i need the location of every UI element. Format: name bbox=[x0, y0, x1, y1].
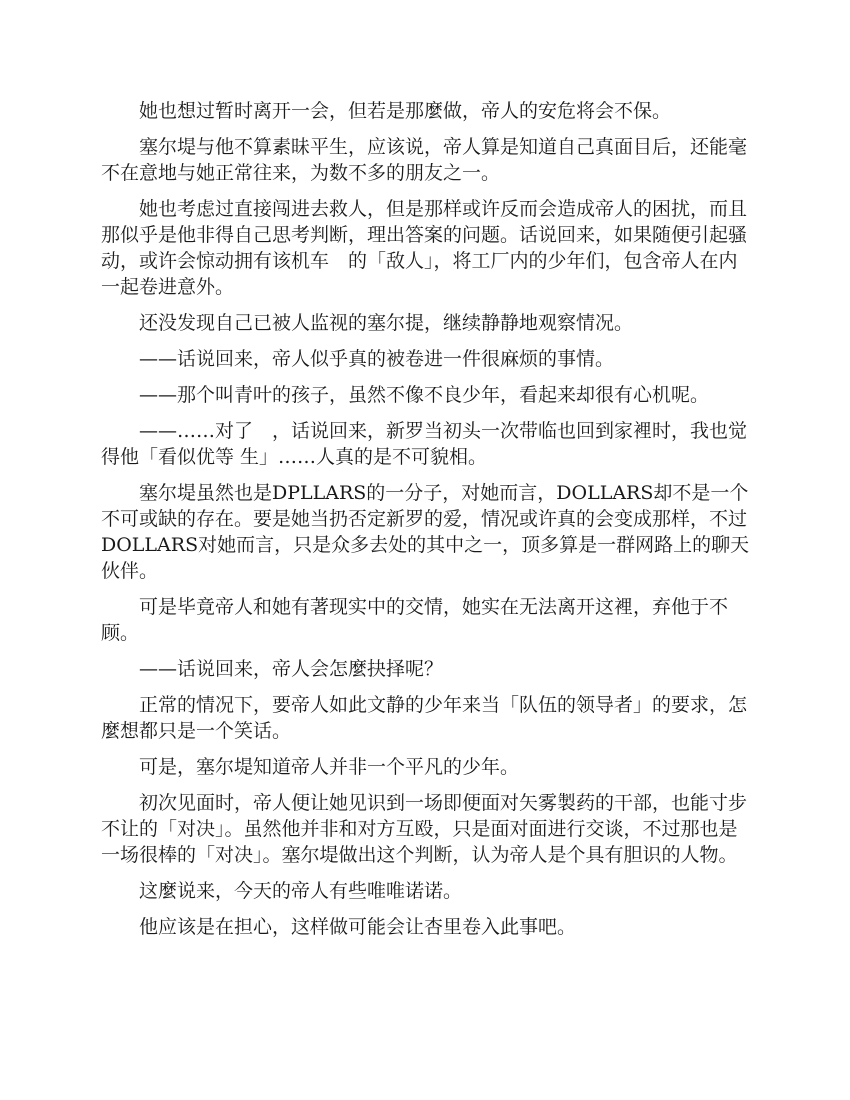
document-body bbox=[101, 98, 753, 950]
paragraph: 她也考虑过直接闯进去救人，但是那样或许反而会造成帝人的困扰，而且那似乎是他非得自己思考判断，理出答案的问题。话说回来，如果随便引起骚动，或许会惊动拥有该机车 的「敌人」，将工厂内的少年们，包含帝人在内一起卷进意外。 bbox=[101, 198, 748, 298]
paragraph: 她也想过暂时离开一会，但若是那麼做，帝人的安危将会不保。 bbox=[139, 100, 672, 122]
paragraph: ——话说回来，帝人似乎真的被卷进一件很麻烦的事情。 bbox=[139, 348, 615, 370]
paragraph: 可是，塞尔堤知道帝人并非一个平凡的少年。 bbox=[139, 756, 520, 778]
paragraph: 塞尔堤虽然也是DPLLARS的一分子，对她而言，DOLLARS却不是一个不可或缺的存在。要是她当扔否定新罗的爱，情况或许真的会变成那样，不过DOLLARS对她而言，只是众多去处的其中之一，顶多算是一群网路上的聊天伙伴。 bbox=[101, 482, 750, 582]
paragraph: ——话说回来，帝人会怎麼抉择呢？ bbox=[139, 658, 444, 680]
paragraph: 还没发现自己已被人监视的塞尔提，继续静静地观察情况。 bbox=[139, 312, 634, 334]
paragraph: 初次见面时，帝人便让她见识到一场即便面对矢雾製药的干部，也能寸步不让的「对决」。虽然他并非和对方互殴，只是面对面进行交谈，不过那也是一场很棒的「对决」。塞尔堤做出这个判断，认为帝人是个具有胆识的人物。 bbox=[101, 792, 748, 866]
paragraph: ——……对了 ，话说回来，新罗当初头一次带临也回到家裡时，我也觉得他「看似优等 生」……人真的是不可貌相。 bbox=[101, 420, 748, 468]
paragraph: 正常的情况下，要帝人如此文静的少年来当「队伍的领导者」的要求，怎麼想都只是一个笑话。 bbox=[101, 694, 748, 742]
paragraph: 他应该是在担心，这样做可能会让杏里卷入此事吧。 bbox=[139, 916, 577, 938]
paragraph: 可是毕竟帝人和她有著现实中的交情，她实在无法离开这裡，弃他于不顾。 bbox=[101, 596, 729, 644]
paragraph: ——那个叫青叶的孩子，虽然不像不良少年，看起来却很有心机呢。 bbox=[139, 384, 710, 406]
paragraph: 这麼说来，今天的帝人有些唯唯诺诺。 bbox=[139, 880, 463, 902]
paragraph: 塞尔堤与他不算素昧平生，应该说，帝人算是知道自己真面目后，还能毫不在意地与她正常往来，为数不多的朋友之一。 bbox=[101, 136, 748, 184]
